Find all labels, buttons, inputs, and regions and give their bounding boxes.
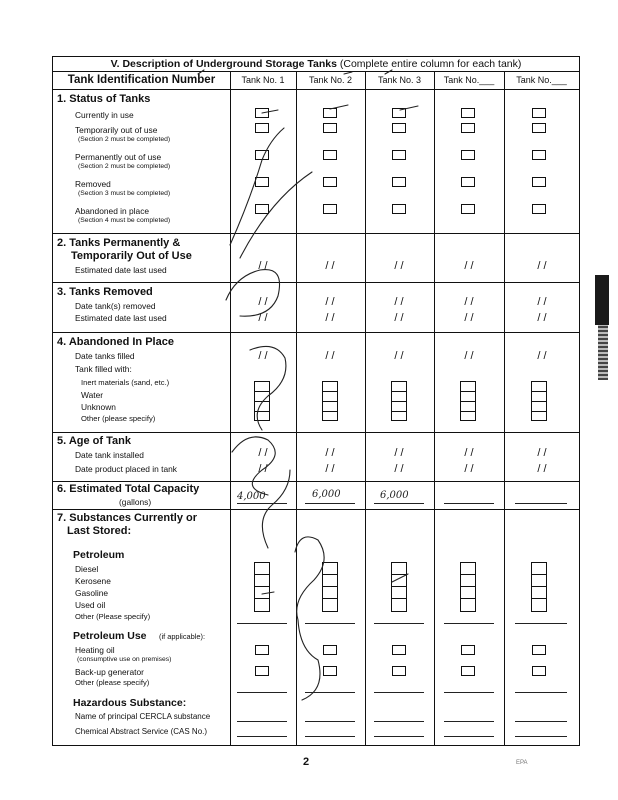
- status-note: (Section 3 must be completed): [78, 190, 171, 197]
- date-field[interactable]: / /: [325, 260, 335, 272]
- date-field[interactable]: / /: [537, 296, 547, 308]
- date-field[interactable]: / /: [464, 296, 474, 308]
- use-backup-generator-label: Back-up generator: [75, 667, 144, 677]
- fill-unknown-label: Unknown: [81, 402, 116, 412]
- petroleum-kerosene-label: Kerosene: [75, 576, 111, 586]
- fill-water-label: Water: [81, 390, 104, 400]
- date-field[interactable]: / /: [325, 447, 335, 459]
- date-field[interactable]: / /: [258, 463, 268, 475]
- use-other-label: Other (please specify): [75, 678, 150, 687]
- section-3-title: 3. Tanks Removed: [57, 286, 153, 298]
- date-tank-installed-label: Date tank installed: [75, 450, 144, 460]
- petroleum-use-note: (if applicable):: [159, 632, 206, 641]
- petroleum-used-oil-label: Used oil: [75, 600, 106, 610]
- date-field[interactable]: / /: [537, 447, 547, 459]
- date-field[interactable]: / /: [325, 350, 335, 362]
- scan-artifact: [595, 275, 609, 325]
- footer-mark: EPA: [516, 760, 528, 766]
- date-field[interactable]: / /: [325, 312, 335, 324]
- status-currently-in-use: Currently in use: [75, 110, 134, 120]
- section-7-title-line2: Last Stored:: [67, 525, 132, 537]
- section-7-title-line1: 7. Substances Currently or: [57, 512, 197, 524]
- fill-inert-label: Inert materials (sand, etc.): [81, 378, 170, 387]
- section-4-title: 4. Abandoned In Place: [57, 336, 174, 348]
- capacity-value-tank-3[interactable]: 6,000: [380, 490, 409, 501]
- table-title-bold: V. Description of Underground Storage Tanks: [110, 58, 337, 70]
- estimated-date-last-used-label: Estimated date last used: [75, 313, 167, 323]
- date-field[interactable]: / /: [258, 447, 268, 459]
- date-field[interactable]: / /: [394, 260, 404, 272]
- status-abandoned: Abandoned in place: [75, 206, 150, 216]
- cas-number-label: Chemical Abstract Service (CAS No.): [75, 727, 208, 736]
- date-field[interactable]: / /: [258, 312, 268, 324]
- date-field[interactable]: / /: [394, 350, 404, 362]
- date-field[interactable]: / /: [394, 312, 404, 324]
- capacity-value-tank-1[interactable]: 4,000: [237, 491, 266, 502]
- tank-column-5-header: Tank No.___: [516, 75, 567, 85]
- status-note: (Section 2 must be completed): [78, 163, 171, 170]
- capacity-value-tank-2[interactable]: 6,000: [312, 489, 341, 500]
- section-2-title-line2: Temporarily Out of Use: [71, 250, 192, 262]
- date-field[interactable]: / /: [394, 447, 404, 459]
- date-field[interactable]: / /: [258, 350, 268, 362]
- date-field[interactable]: / /: [464, 447, 474, 459]
- petroleum-gasoline-label: Gasoline: [75, 588, 109, 598]
- date-field[interactable]: / /: [464, 260, 474, 272]
- status-removed: Removed: [75, 179, 111, 189]
- date-field[interactable]: / /: [258, 296, 268, 308]
- tank-column-3-header: Tank No. 3: [377, 75, 422, 85]
- date-product-placed-label: Date product placed in tank: [75, 464, 177, 474]
- fill-other-label: Other (please specify): [81, 414, 156, 423]
- date-field[interactable]: / /: [464, 312, 474, 324]
- date-field[interactable]: / /: [258, 260, 268, 272]
- page-number: 2: [303, 756, 310, 768]
- date-tanks-removed-label: Date tank(s) removed: [75, 301, 156, 311]
- section-2-title-line1: 2. Tanks Permanently &: [57, 237, 181, 249]
- table-title-rest: (Complete entire column for each tank): [336, 58, 522, 70]
- status-note: (Section 2 must be completed): [78, 136, 171, 143]
- petroleum-title: Petroleum: [73, 549, 125, 561]
- capacity-unit-label: (gallons): [119, 497, 152, 507]
- status-note: (Section 4 must be completed): [78, 217, 171, 224]
- use-consumptive-note: (consumptive use on premises): [77, 656, 172, 663]
- cercla-substance-label: Name of principal CERCLA substance: [75, 712, 211, 721]
- status-temporarily-out: Temporarily out of use: [75, 125, 158, 135]
- status-permanently-out: Permanently out of use: [75, 152, 162, 162]
- date-field[interactable]: / /: [394, 296, 404, 308]
- tank-column-1-header: Tank No. 1: [241, 75, 285, 85]
- tank-column-4-header: Tank No.___: [443, 75, 495, 85]
- estimated-date-last-used-label: Estimated date last used: [75, 265, 167, 275]
- scan-artifact: [598, 325, 608, 380]
- tank-column-2-header: Tank No. 2: [308, 75, 353, 85]
- tank-id-label: Tank Identification Number: [67, 74, 216, 86]
- date-field[interactable]: / /: [325, 296, 335, 308]
- section-5-title: 5. Age of Tank: [57, 435, 131, 447]
- date-field[interactable]: / /: [394, 463, 404, 475]
- date-field[interactable]: / /: [464, 463, 474, 475]
- use-heating-oil-label: Heating oil: [75, 645, 115, 655]
- section-6-title: 6. Estimated Total Capacity: [57, 483, 200, 495]
- date-field[interactable]: / /: [464, 350, 474, 362]
- petroleum-use-title: Petroleum Use: [73, 630, 147, 642]
- section-1-title: 1. Status of Tanks: [57, 93, 151, 105]
- hazardous-substance-title: Hazardous Substance:: [73, 697, 187, 709]
- date-field[interactable]: / /: [537, 312, 547, 324]
- date-field[interactable]: / /: [537, 350, 547, 362]
- tank-filled-with-label: Tank filled with:: [75, 364, 132, 374]
- petroleum-diesel-label: Diesel: [75, 564, 99, 574]
- petroleum-other-label: Other (Please specify): [75, 612, 151, 621]
- date-field[interactable]: / /: [325, 463, 335, 475]
- date-field[interactable]: / /: [537, 463, 547, 475]
- date-field[interactable]: / /: [537, 260, 547, 272]
- date-tanks-filled-label: Date tanks filled: [75, 351, 135, 361]
